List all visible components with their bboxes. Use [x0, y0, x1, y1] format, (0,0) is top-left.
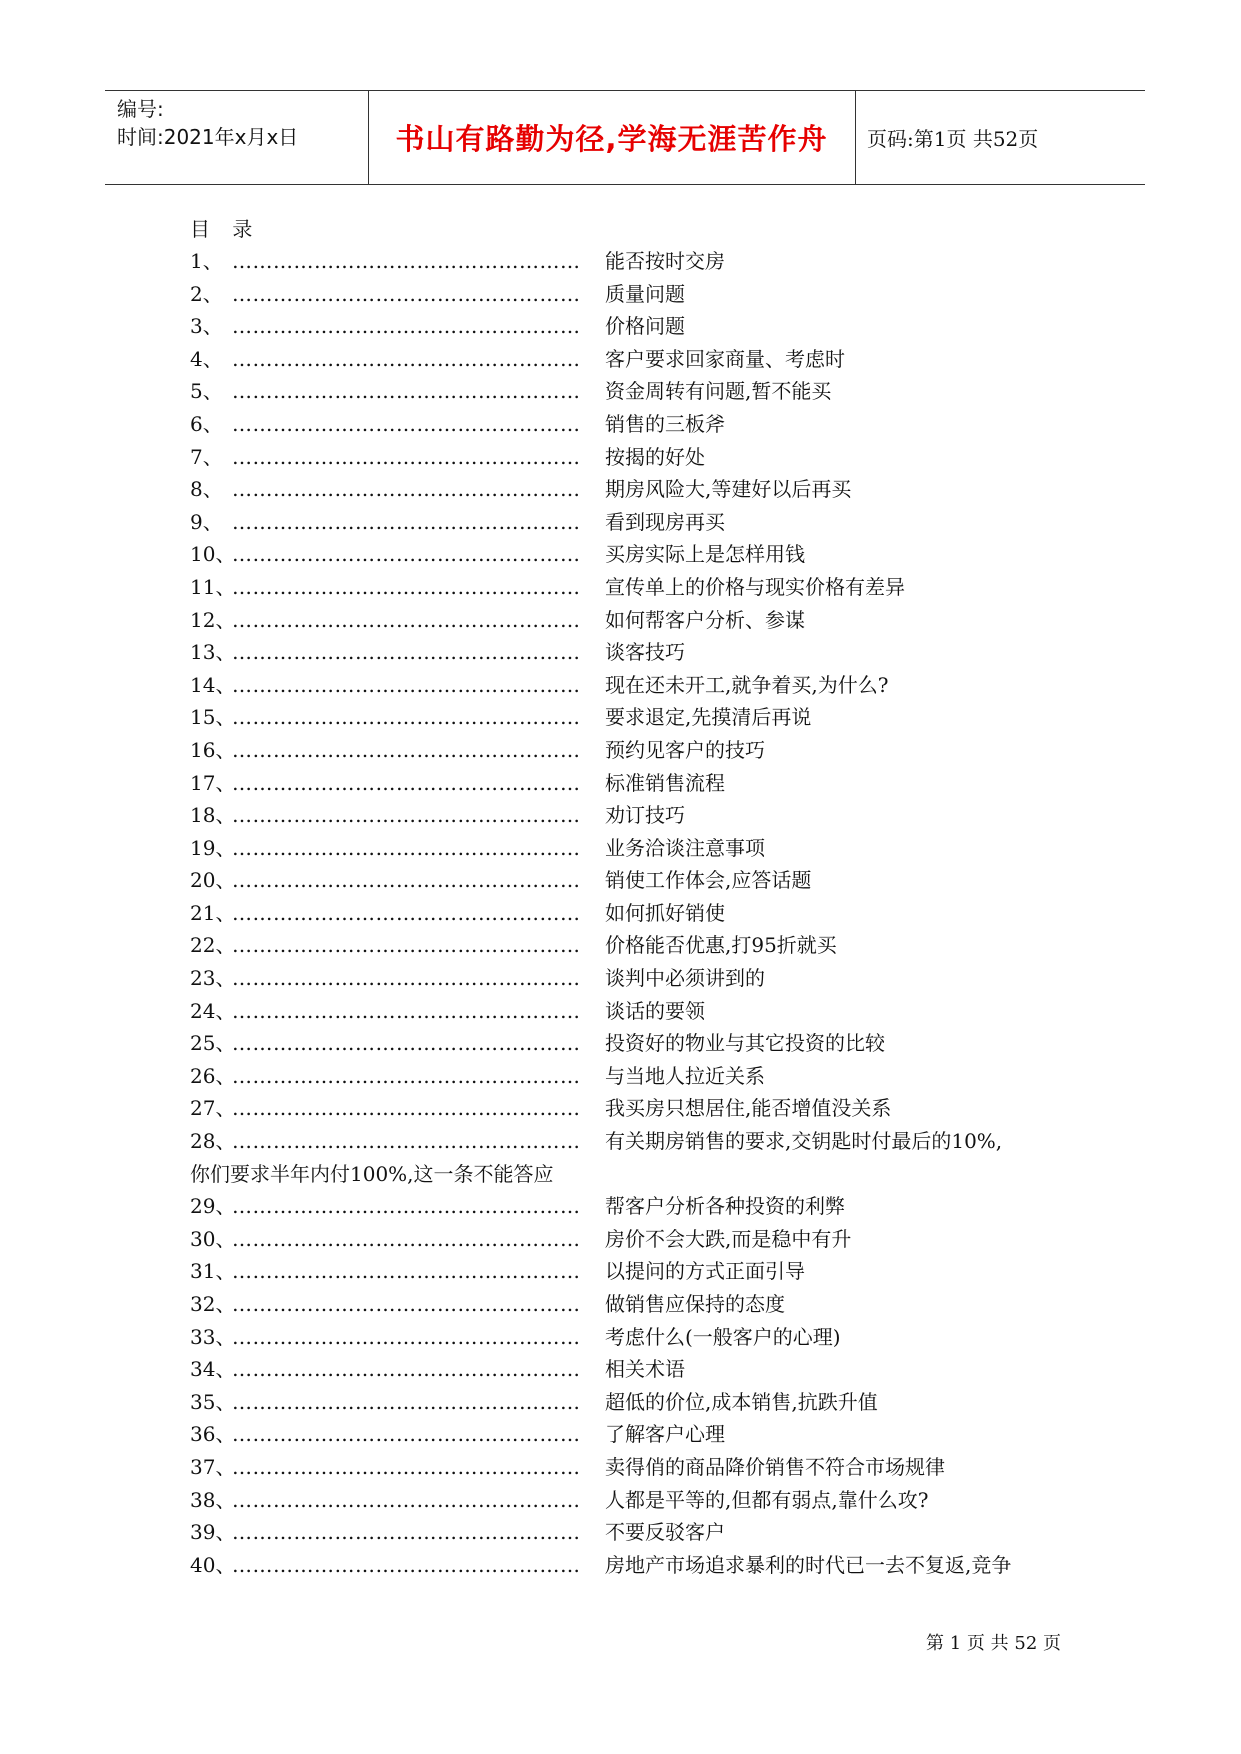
toc-leader-dots: …………………………………………… — [232, 411, 581, 436]
toc-item[interactable] — [190, 636, 1090, 669]
toc-item-title: 与当地人拉近关系 — [605, 1063, 765, 1088]
toc-item-number: 10、 — [190, 542, 236, 567]
toc-item-title: 期房风险大,等建好以后再买 — [605, 477, 852, 502]
toc-item-number: 20、 — [190, 868, 236, 893]
toc-item[interactable] — [190, 538, 1090, 571]
toc-item-number: 35、 — [190, 1389, 236, 1414]
toc-item-number: 22、 — [190, 933, 236, 958]
toc-leader-dots: …………………………………………… — [232, 542, 581, 567]
toc-item-number: 28、 — [190, 1129, 236, 1154]
toc-item[interactable] — [190, 1386, 1090, 1419]
toc-item-title: 我买房只想居住,能否增值没关系 — [605, 1096, 892, 1121]
toc-leader-dots: …………………………………………… — [232, 346, 581, 371]
toc-item-title: 销使工作体会,应答话题 — [605, 868, 812, 893]
toc-item[interactable] — [190, 1451, 1090, 1484]
toc-leader-dots: …………………………………………… — [232, 249, 581, 273]
toc-item-number: 24、 — [190, 998, 236, 1023]
header-page-info: 页码:第1页 共52页 — [867, 127, 1039, 151]
toc-item-number: 40、 — [190, 1552, 236, 1577]
toc-item[interactable] — [190, 897, 1090, 930]
toc-leader-dots: …………………………………………… — [232, 705, 581, 730]
toc-leader-dots: …………………………………………… — [232, 281, 581, 306]
toc-item-title: 帮客户分析各种投资的利弊 — [605, 1194, 845, 1219]
toc-leader-dots: …………………………………………… — [232, 1194, 581, 1219]
toc-item[interactable] — [190, 701, 1090, 734]
footer-page-number: 第 1 页 共 52 页 — [926, 1633, 1061, 1654]
motto-text: 书山有路勤为径,学海无涯苦作舟 — [395, 122, 828, 156]
toc-item[interactable] — [190, 1418, 1090, 1451]
toc-item-number: 2、 — [190, 281, 223, 306]
toc-item-title: 人都是平等的,但都有弱点,靠什么攻? — [605, 1487, 929, 1512]
toc-item[interactable] — [190, 1190, 1090, 1223]
toc-item-number: 15、 — [190, 705, 236, 730]
toc-leader-dots: …………………………………………… — [232, 1487, 581, 1512]
toc-item-title: 卖得俏的商品降价销售不符合市场规律 — [605, 1454, 945, 1479]
toc-item-title: 考虑什么(一般客户的心理) — [605, 1324, 841, 1349]
header-meta-cell — [105, 91, 369, 184]
toc-item[interactable] — [190, 1516, 1090, 1549]
toc-item-number: 9、 — [190, 509, 223, 534]
toc-item-title: 销售的三板斧 — [605, 411, 725, 436]
toc-leader-dots: …………………………………………… — [232, 933, 581, 958]
toc-leader-dots: …………………………………………… — [232, 574, 581, 599]
toc-item-title: 要求退定,先摸清后再说 — [605, 705, 812, 730]
toc-item-title: 相关术语 — [605, 1357, 685, 1382]
toc-item-title: 房价不会大跌,而是稳中有升 — [605, 1226, 852, 1251]
toc-leader-dots: …………………………………………… — [232, 868, 581, 893]
toc-item-title: 买房实际上是怎样用钱 — [605, 542, 805, 567]
toc-leader-dots: …………………………………………… — [232, 900, 581, 925]
toc-item-number: 16、 — [190, 737, 236, 762]
toc-item-title: 标准销售流程 — [605, 770, 725, 795]
toc-leader-dots: …………………………………………… — [232, 770, 581, 795]
toc-item-number: 6、 — [190, 411, 223, 436]
toc-item-number: 39、 — [190, 1520, 236, 1545]
toc-leader-dots: …………………………………………… — [232, 640, 581, 665]
toc-item[interactable] — [190, 310, 1090, 343]
toc-item-number: 19、 — [190, 835, 236, 860]
toc-leader-dots: …………………………………………… — [232, 1292, 581, 1316]
toc-item-title: 谈客技巧 — [605, 640, 685, 665]
toc-item[interactable] — [190, 343, 1090, 376]
toc-item-number: 14、 — [190, 672, 236, 697]
toc-leader-dots: …………………………………………… — [232, 1226, 581, 1251]
toc-leader-dots: …………………………………………… — [232, 1357, 581, 1382]
toc-item-title: 预约见客户的技巧 — [605, 737, 765, 762]
toc-item[interactable] — [190, 1125, 1090, 1158]
toc-item-title: 现在还未开工,就争着买,为什么? — [605, 672, 889, 697]
table-of-contents — [190, 245, 1090, 1581]
toc-item-number: 3、 — [190, 314, 223, 339]
toc-item-title: 价格问题 — [605, 314, 685, 339]
toc-leader-dots: …………………………………………… — [232, 835, 581, 860]
toc-item[interactable] — [190, 1092, 1090, 1125]
time-label: 时间:2021年x月x日 — [117, 125, 299, 149]
toc-item[interactable] — [190, 962, 1090, 995]
toc-item-number: 1、 — [190, 249, 223, 273]
toc-item-number: 4、 — [190, 346, 223, 371]
serial-number-label: 编号: — [117, 97, 164, 121]
toc-leader-dots: …………………………………………… — [232, 1520, 581, 1545]
toc-item-title: 不要反驳客户 — [605, 1520, 725, 1545]
toc-item-title: 投资好的物业与其它投资的比较 — [605, 1031, 885, 1056]
toc-item[interactable] — [190, 408, 1090, 441]
toc-item[interactable] — [190, 1549, 1090, 1582]
toc-leader-dots: …………………………………………… — [232, 1552, 581, 1577]
toc-leader-dots: …………………………………………… — [232, 1259, 581, 1284]
toc-item-number: 12、 — [190, 607, 236, 632]
toc-leader-dots: …………………………………………… — [232, 803, 581, 828]
toc-item-number: 31、 — [190, 1259, 236, 1284]
toc-item-number: 23、 — [190, 966, 236, 991]
toc-item-number: 27、 — [190, 1096, 236, 1121]
toc-item-number: 36、 — [190, 1422, 236, 1447]
toc-leader-dots: …………………………………………… — [232, 737, 581, 762]
toc-leader-dots: …………………………………………… — [232, 379, 581, 404]
toc-item[interactable] — [190, 1223, 1090, 1256]
toc-item[interactable] — [190, 604, 1090, 637]
toc-leader-dots: …………………………………………… — [232, 607, 581, 632]
toc-item[interactable] — [190, 1027, 1090, 1060]
toc-item[interactable] — [190, 571, 1090, 604]
toc-item-number: 5、 — [190, 379, 223, 404]
toc-item-title: 业务洽谈注意事项 — [605, 835, 765, 860]
toc-item[interactable] — [190, 1255, 1090, 1288]
toc-item-number: 26、 — [190, 1063, 236, 1088]
toc-item-title: 有关期房销售的要求,交钥匙时付最后的10%, — [605, 1129, 1003, 1154]
toc-item-title: 按揭的好处 — [605, 444, 705, 469]
toc-item-title: 客户要求回家商量、考虑时 — [605, 346, 845, 371]
toc-leader-dots: …………………………………………… — [232, 477, 581, 502]
toc-item[interactable] — [190, 1288, 1090, 1321]
header-page-cell — [855, 91, 1145, 184]
toc-leader-dots: …………………………………………… — [232, 998, 581, 1023]
toc-item-title: 谈话的要领 — [605, 998, 705, 1023]
toc-item-number: 18、 — [190, 803, 236, 828]
toc-item[interactable] — [190, 734, 1090, 767]
page-header — [105, 90, 1145, 185]
toc-leader-dots: …………………………………………… — [232, 1031, 581, 1056]
toc-item-title: 如何抓好销使 — [605, 900, 725, 925]
toc-item[interactable] — [190, 995, 1090, 1028]
toc-item-title: 看到现房再买 — [605, 509, 725, 534]
toc-item-number: 29、 — [190, 1194, 236, 1219]
toc-item[interactable] — [190, 278, 1090, 311]
toc-item-title: 做销售应保持的态度 — [605, 1292, 785, 1316]
toc-item-number: 37、 — [190, 1454, 236, 1479]
toc-item-title: 以提问的方式正面引导 — [605, 1259, 805, 1284]
toc-leader-dots: …………………………………………… — [232, 1129, 581, 1154]
toc-item[interactable] — [190, 799, 1090, 832]
toc-item-number: 8、 — [190, 477, 223, 502]
toc-item-number: 21、 — [190, 900, 236, 925]
toc-item-number: 11、 — [190, 574, 236, 599]
toc-item-title: 质量问题 — [605, 281, 685, 306]
header-motto-cell — [368, 91, 856, 184]
toc-item[interactable] — [190, 473, 1090, 506]
toc-item[interactable] — [190, 767, 1090, 800]
toc-item-title: 如何帮客户分析、参谋 — [605, 607, 805, 632]
toc-item-title: 能否按时交房 — [605, 249, 725, 273]
toc-leader-dots: …………………………………………… — [232, 509, 581, 534]
toc-title: 目 录 — [190, 217, 261, 241]
toc-item[interactable] — [190, 1484, 1090, 1517]
toc-item-title: 超低的价位,成本销售,抗跌升值 — [605, 1389, 878, 1414]
toc-leader-dots: …………………………………………… — [232, 966, 581, 991]
toc-item-number: 13、 — [190, 640, 236, 665]
toc-leader-dots: …………………………………………… — [232, 1063, 581, 1088]
toc-item-continuation: 你们要求半年内付100%,这一条不能答应 — [190, 1161, 554, 1186]
toc-item[interactable] — [190, 245, 1090, 278]
toc-item-number: 17、 — [190, 770, 236, 795]
toc-item-title: 宣传单上的价格与现实价格有差异 — [605, 574, 905, 599]
toc-item-title: 房地产市场追求暴利的时代已一去不复返,竞争 — [605, 1552, 1012, 1577]
toc-item[interactable] — [190, 1353, 1090, 1386]
toc-item[interactable] — [190, 864, 1090, 897]
toc-item[interactable] — [190, 929, 1090, 962]
toc-item-number: 34、 — [190, 1357, 236, 1382]
toc-item[interactable] — [190, 1321, 1090, 1354]
toc-item-title: 劝订技巧 — [605, 803, 685, 828]
toc-item-number: 38、 — [190, 1487, 236, 1512]
toc-item-title: 谈判中必须讲到的 — [605, 966, 765, 991]
toc-leader-dots: …………………………………………… — [232, 314, 581, 339]
toc-leader-dots: …………………………………………… — [232, 1454, 581, 1479]
toc-item-title: 资金周转有问题,暂不能买 — [605, 379, 832, 404]
toc-item-number: 30、 — [190, 1226, 236, 1251]
toc-item[interactable] — [190, 832, 1090, 865]
toc-leader-dots: …………………………………………… — [232, 1324, 581, 1349]
toc-leader-dots: …………………………………………… — [232, 1389, 581, 1414]
toc-item-number: 25、 — [190, 1031, 236, 1056]
toc-item[interactable] — [190, 506, 1090, 539]
toc-leader-dots: …………………………………………… — [232, 672, 581, 697]
toc-leader-dots: …………………………………………… — [232, 444, 581, 469]
toc-item[interactable] — [190, 375, 1090, 408]
toc-leader-dots: …………………………………………… — [232, 1422, 581, 1447]
toc-item-title: 了解客户心理 — [605, 1422, 725, 1447]
toc-item-title: 价格能否优惠,打95折就买 — [605, 933, 837, 958]
toc-item-number: 32、 — [190, 1292, 236, 1316]
toc-leader-dots: …………………………………………… — [232, 1096, 581, 1121]
toc-item[interactable] — [190, 1060, 1090, 1093]
toc-item-number: 33、 — [190, 1324, 236, 1349]
toc-item[interactable] — [190, 669, 1090, 702]
toc-item-number: 7、 — [190, 444, 223, 469]
toc-item[interactable] — [190, 441, 1090, 474]
